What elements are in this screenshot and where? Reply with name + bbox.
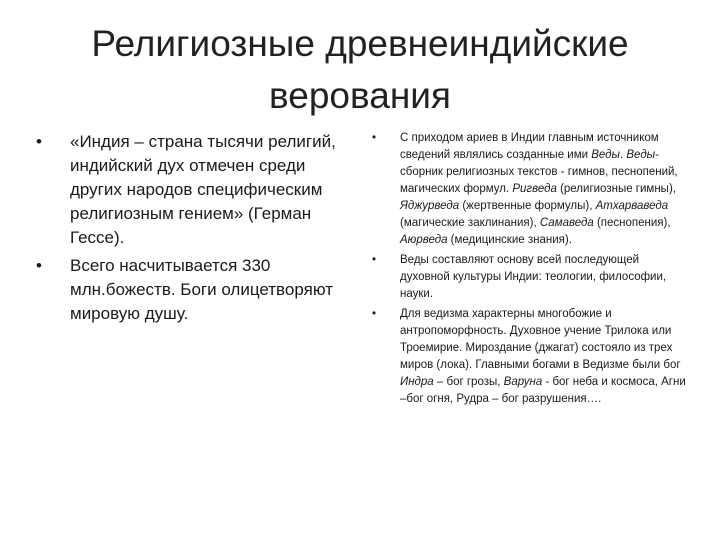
right-list-item [370, 306, 690, 408]
right-column [370, 130, 690, 411]
left-item-text: «Индия – страна тысячи религий, индийский дух отмечен среди других народов специфическим религиозным гением» (Герман Гессе). [70, 132, 336, 247]
left-item-text: Всего насчитывается 330 млн.божеств. Боги олицетворяют мировую душу. [70, 256, 333, 323]
bullet-icon: • [36, 256, 42, 275]
right-item-text: Для ведизма характерны многобожие и антропоморфность. Духовное учение Трилока или Троемирие. Мироздание (джагат) состояло из трех миров (лока). Главными богами в Ведизме были бог Индра – бог грозы, Варуна - бог неба и космоса, Агни –бог огня, Рудра – бог разрушения…. [400, 308, 686, 405]
bullet-icon: • [372, 132, 377, 144]
right-list-item [370, 252, 690, 303]
right-bullet-list [370, 130, 690, 408]
left-list-item [36, 130, 336, 250]
right-item-text: Веды составляют основу всей последующей духовной культуры Индии: теологии, философии, науки. [400, 254, 667, 300]
right-list-item [370, 130, 690, 249]
left-list-item [36, 254, 336, 326]
bullet-icon: • [372, 308, 377, 320]
bullet-icon: • [36, 132, 42, 151]
left-column [36, 130, 336, 330]
slide-title: Религиозные древнеиндийские верования [91, 23, 629, 116]
right-item-text: С приходом ариев в Индии главным источником сведений являлись созданные ими Веды. Веды- сборник религиозных текстов - гимнов, песнопений, магических формул. Ригведа (религиозные гимны), Яджурведа (жертвенные формулы), Атхарваведа (магические заклинания), Самаведа (песнопения), Аюрведа (медицинские знания). [400, 132, 678, 246]
left-bullet-list [36, 130, 336, 326]
bullet-icon: • [372, 254, 377, 266]
